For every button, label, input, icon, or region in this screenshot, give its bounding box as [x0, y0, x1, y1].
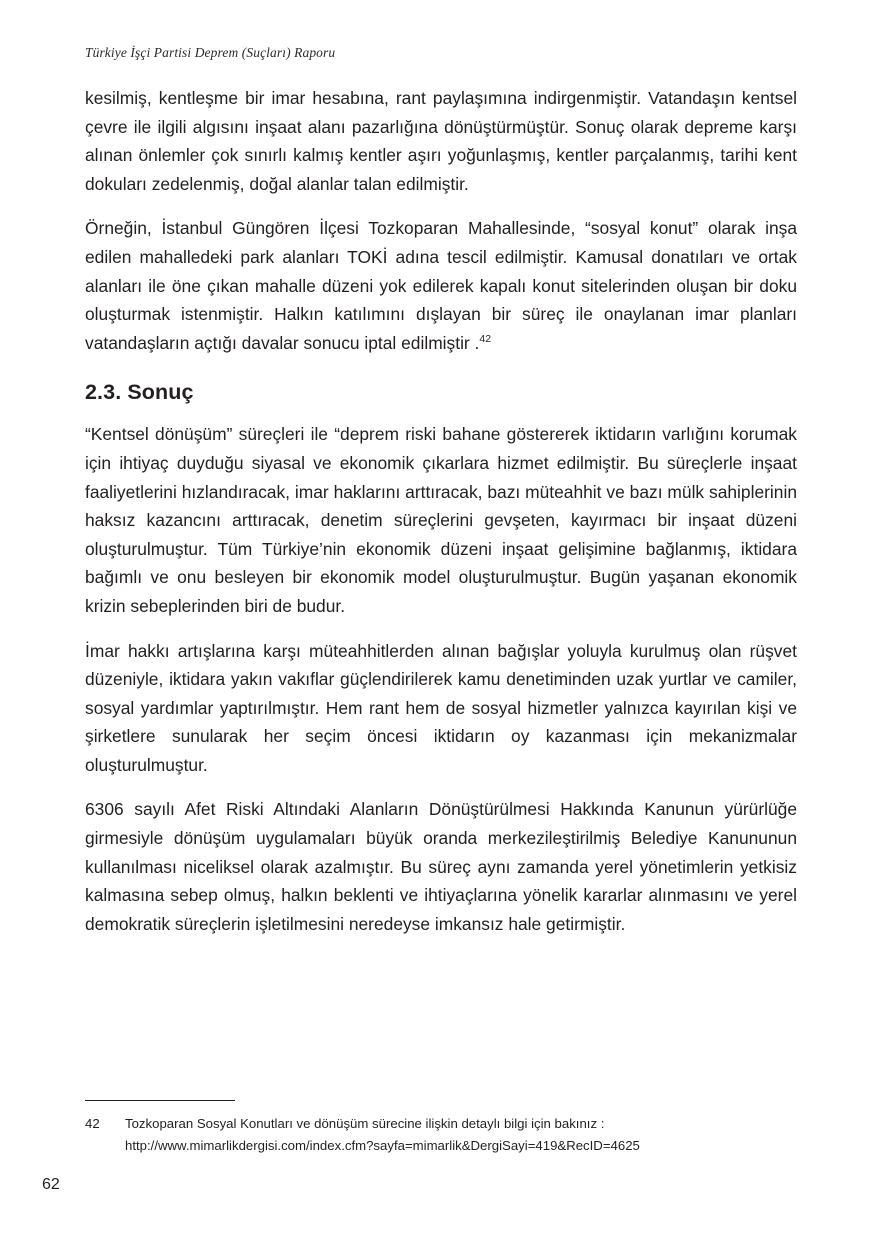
paragraph: İmar hakkı artışlarına karşı müteahhitlerden alınan bağışlar yoluyla kurulmuş olan rüşvet düzeniyle, iktidara yakın vakıflar güçlendirilerek kamu denetiminden uzak yurtlar ve camiler, sosyal yardımlar yaptırılmıştır. Hem rant hem de sosyal hizmetler yalnızca kayırılan kişi ve şirketlere sunularak her seçim öncesi iktidarın oy kazanması için mekanizmalar oluşturulmuştur. [85, 640, 797, 775]
footnote-text: Tozkoparan Sosyal Konutları ve dönüşüm sürecine ilişkin detaylı bilgi için bakınız : http://www.mimarlikdergisi.com/index.cfm?sayfa=mimarlik&DergiSayi=419&RecID=4625 [125, 1116, 640, 1153]
footnote-reference[interactable]: 42 [479, 332, 492, 345]
footnote-separator-rule [85, 1100, 235, 1101]
footnote-number: 42 [85, 1116, 100, 1131]
footnote-area [85, 1100, 797, 1157]
paragraph [85, 214, 797, 357]
paragraph: 6306 sayılı Afet Riski Altındaki Alanların Dönüştürülmesi Hakkında Kanunun yürürlüğe girmesiyle dönüşüm uygulamaları büyük oranda merkezileştirilmiş Belediye Kanununun kullanılması niceliksel olarak azalmıştır. Bu süreç aynı zamanda yerel yönetimlerin yetkisiz kalmasına sebep olmuş, halkın beklenti ve ihtiyaçlarına yönelik kararlar alınmasını ve yerel demokratik süreçlerin işletilmesini neredeyse imkansız hale getirmiştir. [85, 799, 797, 934]
page-number: 62 [42, 1176, 60, 1193]
page-content [85, 84, 797, 938]
section-heading: 2.3. Sonuç [85, 380, 194, 405]
paragraph: kesilmiş, kentleşme bir imar hesabına, rant paylaşımına indirgenmiştir. Vatandaşın kentsel çevre ile ilgili algısını inşaat alanı pazarlığına dönüştürmüştür. Sonuç olarak depreme karşı alınan önlemler çok sınırlı kalmış kentler aşırı yoğunlaşmış, kentler parçalanmış, tarihi kent dokuları zedelenmiş, doğal alanlar talan edilmiştir. [85, 88, 797, 194]
paragraph-text: Örneğin, İstanbul Güngören İlçesi Tozkoparan Mahallesinde, “sosyal konut” olarak inşa edilen mahalledeki park alanları TOKİ adına tescil edilmiştir. Kamusal donatıları ve ortak alanları ile öne çıkan mahalle düzeni yok edilerek kapalı konut sitelerinden oluşan bir doku oluşturmak istenmiştir. Halkın katılımını dışlayan bir süreç ile onaylanan imar planları vatandaşların açtığı davalar sonucu iptal edilmiştir . [85, 218, 797, 353]
paragraph: “Kentsel dönüşüm” süreçleri ile “deprem riski bahane göstererek iktidarın varlığını korumak için ihtiyaç duyduğu siyasal ve ekonomik çıkarlara hizmet edilmiştir. Bu süreçlerle inşaat faaliyetlerini hızlandıracak, imar haklarını arttıracak, bazı müteahhit ve bazı mülk sahiplerinin haksız kazancını arttıracak, denetim süreçlerini gevşeten, kayırmacı bir inşaat düzeni oluşturulmuştur. Tüm Türkiye’nin ekonomik düzeni inşaat gelişimine bağlanmış, iktidara bağımlı ve onu besleyen bir ekonomik model oluşturulmuştur. Bugün yaşanan ekonomik krizin sebeplerinden biri de budur. [85, 424, 797, 616]
running-head: Türkiye İşçi Partisi Deprem (Suçları) Raporu [85, 45, 336, 60]
footnote-item [85, 1113, 797, 1157]
